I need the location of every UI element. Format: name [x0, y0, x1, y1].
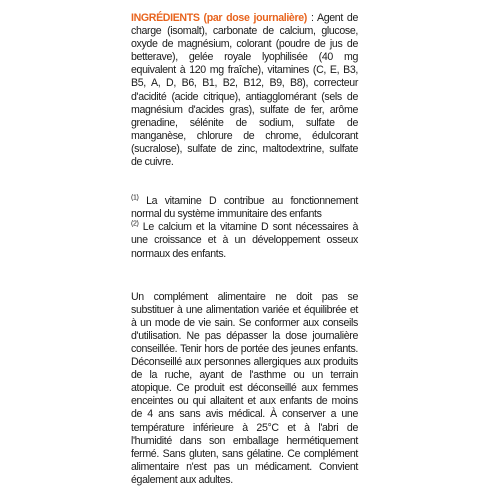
footnote-2-marker: (2) [131, 220, 139, 228]
supplement-label [131, 12, 358, 487]
ingredients-paragraph [131, 12, 358, 169]
footnote-2 [131, 221, 358, 260]
footnote-1-marker: (1) [131, 194, 139, 202]
footnote-1 [131, 195, 358, 221]
footnotes [131, 195, 358, 260]
footnote-1-text: La vitamine D contribue au fonctionnement normal du système immunitaire des enfants [131, 195, 358, 221]
warnings-paragraph: Un complément alimentaire ne doit pas se substituer à une alimentation variée et équilibrée et à un mode de vie sain. Se conformer aux conseils d'utilisation. Ne pas dépasser la dose journalière conseillée. Tenir hors de portée des jeunes enfants. Déconseillé aux personnes allergiques aux produits de la ruche, ayant de l'asthme ou un terrain atopique. Ce produit est déconseillé aux femmes enceintes ou qui allaitent et aux enfants de moins de 4 ans sans avis médical. À conserver a une température inférieure à 25°C et à l'abri de l'humidité dans son emballage hermétiquement fermé. Sans gluten, sans gélatine. Ce complément alimentaire n'est pas un médicament. Convient également aux adultes. [131, 290, 358, 486]
ingredients-list: : Agent de charge (isomalt), carbonate de calcium, glucose, oxyde de magnésium, colorant (poudre de jus de betterave), gelée royale lyophilisée (40 mg equivalent à 120 mg fraîche), vitamines (C, E, B3, B5, A, D, B6, B1, B2, B12, B9, B8), correcteur d'acidité (acide citrique), antiagglomérant (sels de magnésium d'acides gras), sulfate de fer, arôme grenadine, sélénite de sodium, sulfate de manganèse, chlorure de chrome, édulcorant (sucralose), sulfate de zinc, maltodextrine, sulfate de cuivre. [131, 12, 359, 169]
ingredients-title: INGRÉDIENTS (par dose journalière) [131, 12, 307, 24]
footnote-2-text: Le calcium et la vitamine D sont nécessaires à une croissance et à un développement osseux normaux des enfants. [131, 221, 358, 260]
